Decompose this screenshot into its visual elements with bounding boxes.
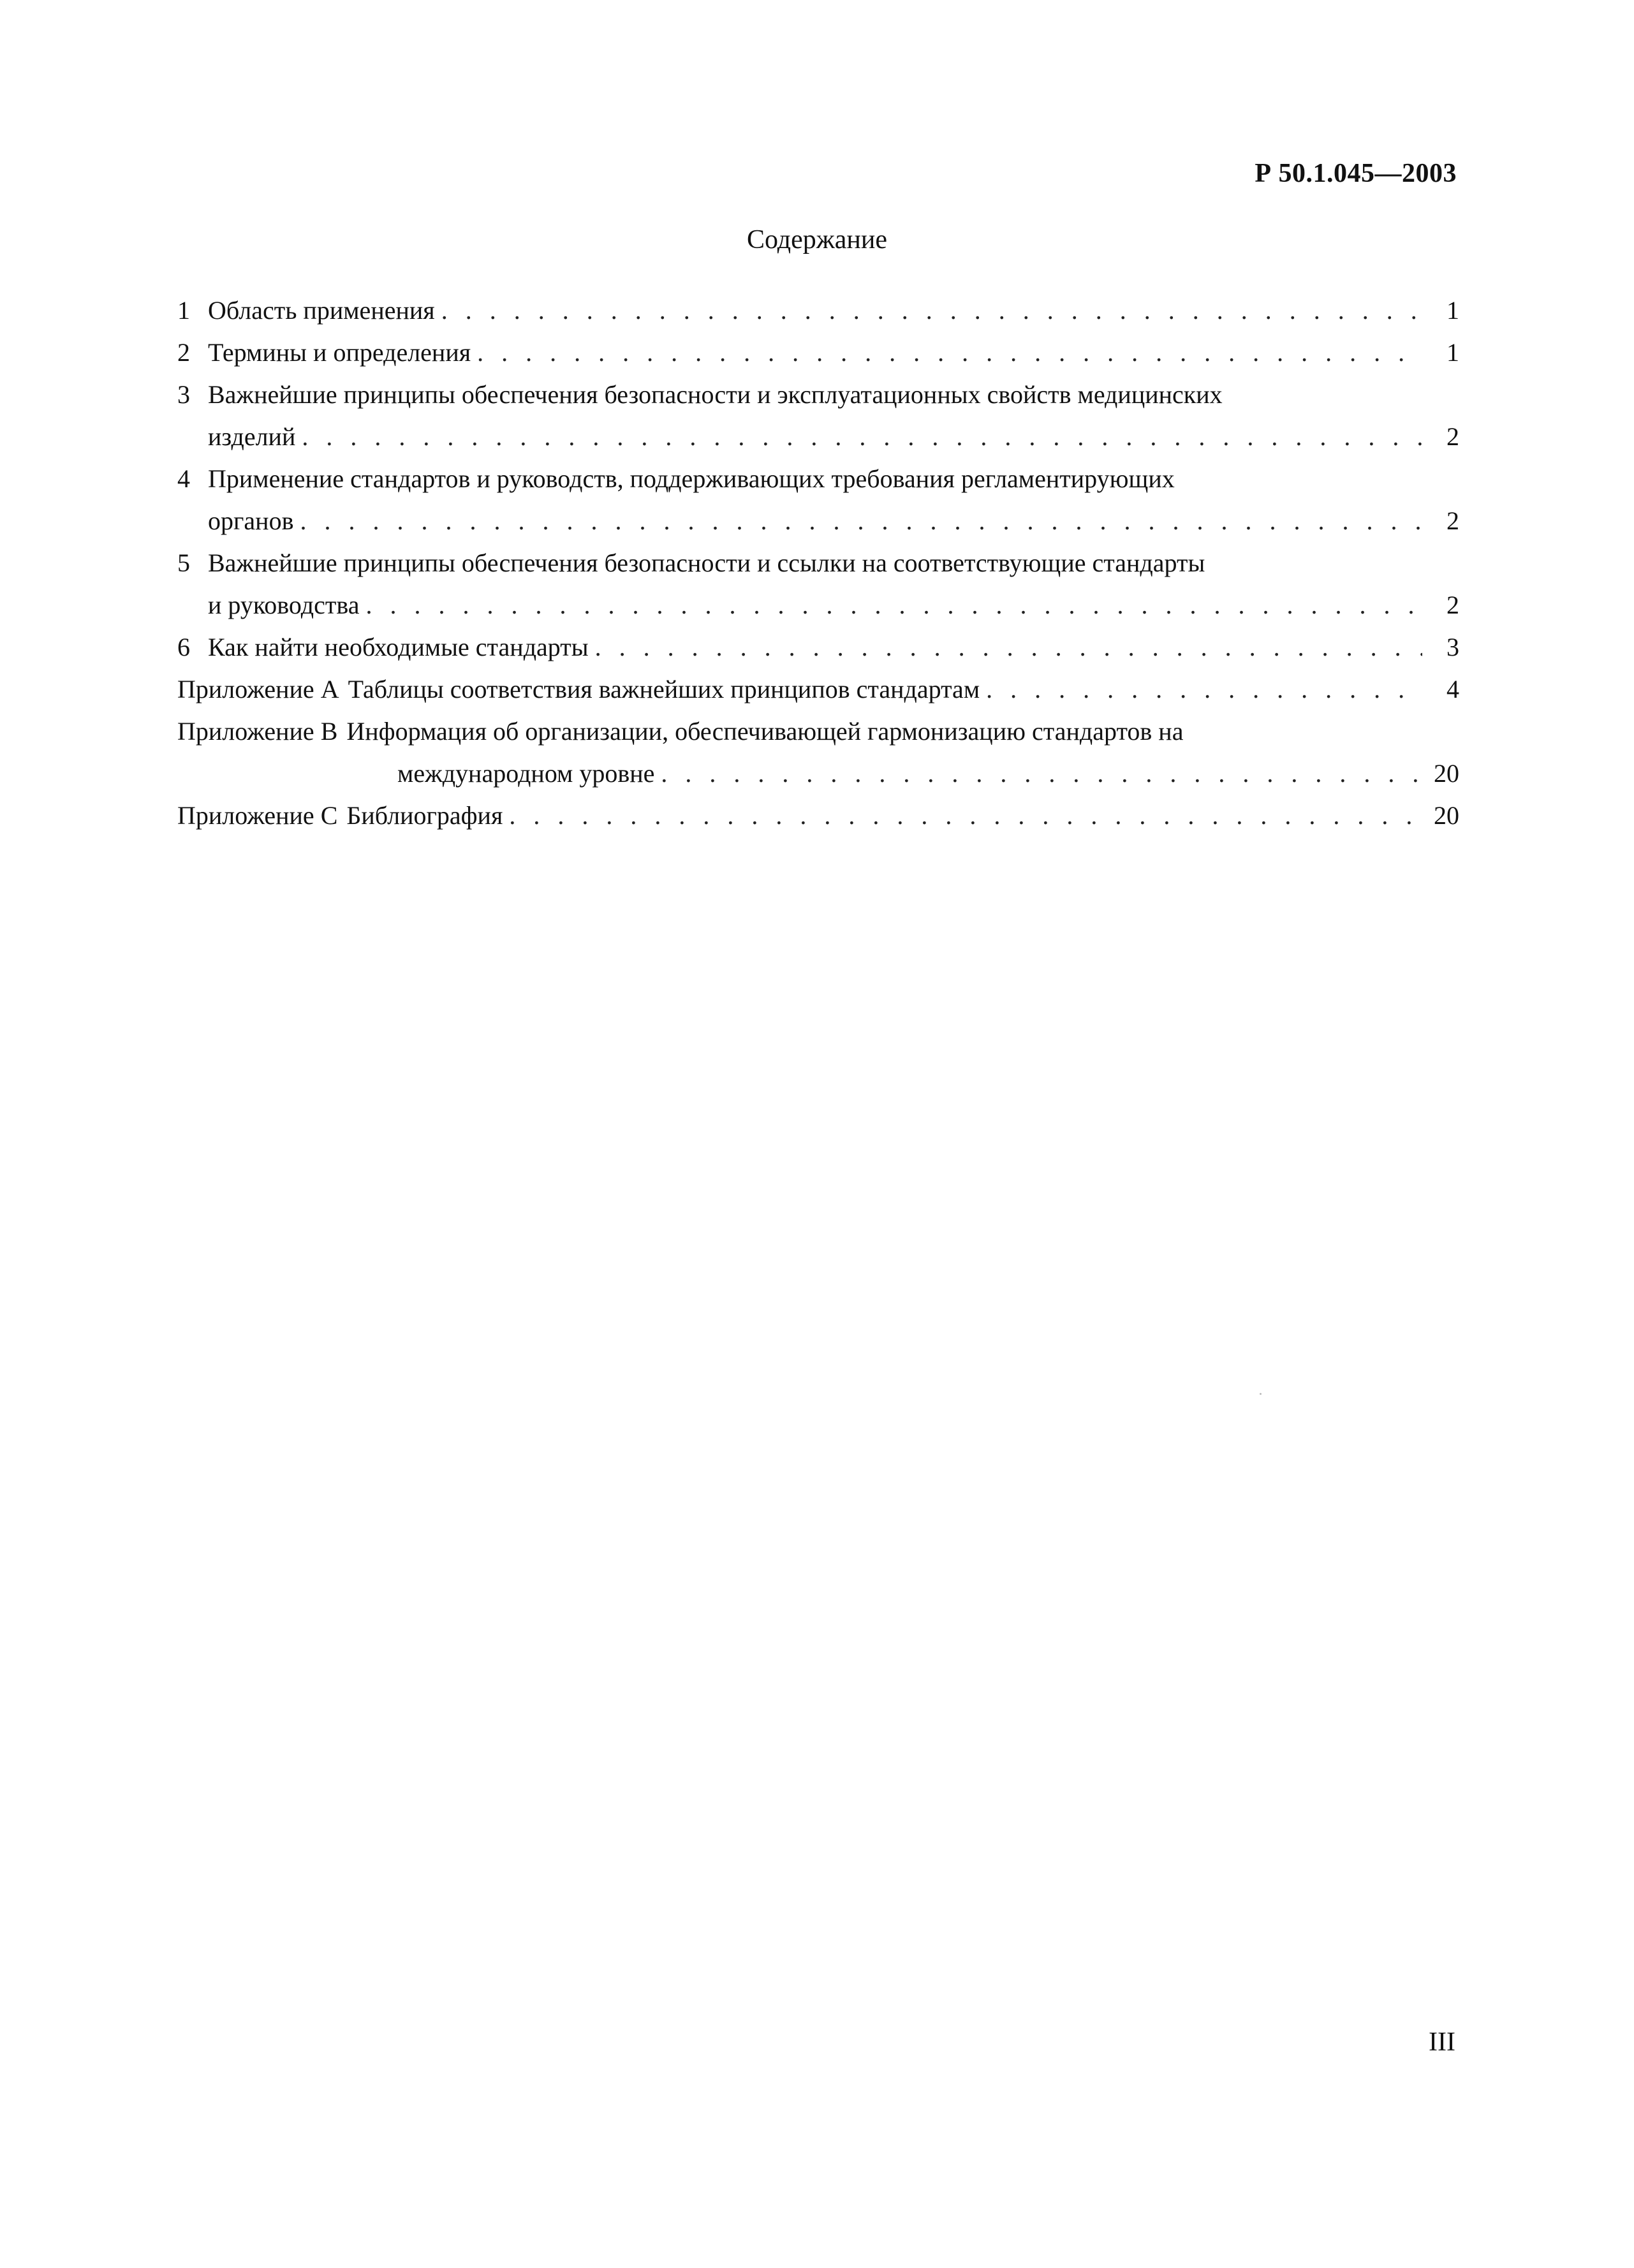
toc-entry-appendix-c[interactable] xyxy=(177,795,1459,837)
toc-leader-dots xyxy=(661,753,1422,795)
toc-leader-dots xyxy=(441,290,1422,332)
toc-appendix-label: Приложение А xyxy=(177,675,339,703)
toc-appendix-label: Приложение С xyxy=(177,801,338,830)
toc-entry-appendix-b[interactable] xyxy=(177,711,1459,753)
toc-entry-page: 2 xyxy=(1446,506,1459,535)
toc-entry-3[interactable] xyxy=(177,374,1459,416)
toc-entry-5[interactable] xyxy=(177,542,1459,584)
toc-entry-number: 4 xyxy=(177,464,190,493)
toc-entry-title-continuation: органов xyxy=(208,506,294,535)
document-code: Р 50.1.045—2003 xyxy=(1255,159,1457,188)
toc-entry-6[interactable] xyxy=(177,626,1459,668)
toc-appendix-label: Приложение В xyxy=(177,717,338,746)
toc-entry-page: 3 xyxy=(1446,633,1459,661)
toc-entry-title-continuation: и руководства xyxy=(208,591,360,619)
toc-entry-2[interactable] xyxy=(177,332,1459,374)
toc-entry-title: Информация об организации, обеспечивающей гармонизацию стандартов на xyxy=(346,717,1184,746)
toc-entry-number: 5 xyxy=(177,549,190,577)
toc-entry-number: 6 xyxy=(177,633,190,661)
toc-entry-page: 1 xyxy=(1446,296,1459,325)
toc-entry-page: 2 xyxy=(1446,422,1459,451)
toc-entry-title: Библиография xyxy=(346,801,503,830)
toc-leader-dots xyxy=(302,416,1422,458)
toc-entry-number: 3 xyxy=(177,380,190,409)
toc-entry-appendix-a[interactable] xyxy=(177,668,1459,711)
toc-title: Содержание xyxy=(746,225,888,254)
table-of-contents xyxy=(177,290,1459,837)
toc-entry-title-continuation: изделий xyxy=(208,422,296,451)
toc-entry-page: 20 xyxy=(1434,801,1459,830)
toc-entry-title-continuation: международном уровне xyxy=(397,759,655,788)
toc-entry-page: 20 xyxy=(1434,759,1459,788)
toc-leader-dots xyxy=(509,795,1422,837)
toc-entry-title: Важнейшие принципы обеспечения безопасности и ссылки на соответствующие стандарты xyxy=(208,549,1205,577)
toc-entry-title: Область применения xyxy=(208,296,435,325)
toc-entry-4[interactable] xyxy=(177,458,1459,500)
toc-entry-1[interactable] xyxy=(177,290,1459,332)
toc-leader-dots xyxy=(595,626,1422,668)
toc-entry-title: Термины и определения xyxy=(208,338,471,367)
toc-entry-number: 2 xyxy=(177,338,190,367)
toc-leader-dots xyxy=(300,500,1422,542)
toc-entry-5-continuation[interactable] xyxy=(177,584,1459,626)
toc-entry-title: Таблицы соответствия важнейших принципов стандартам xyxy=(348,675,980,703)
toc-entry-title: Применение стандартов и руководств, поддерживающих требования регламентирующих xyxy=(208,464,1175,493)
toc-entry-page: 1 xyxy=(1446,338,1459,367)
toc-entry-number: 1 xyxy=(177,296,190,325)
page-number: III xyxy=(1429,2028,1455,2057)
toc-entry-3-continuation[interactable] xyxy=(177,416,1459,458)
toc-entry-appendix-b-continuation[interactable] xyxy=(177,753,1459,795)
toc-entry-page: 2 xyxy=(1446,591,1459,619)
toc-entry-4-continuation[interactable] xyxy=(177,500,1459,542)
toc-leader-dots xyxy=(477,332,1422,374)
toc-leader-dots xyxy=(365,584,1422,626)
toc-entry-title: Важнейшие принципы обеспечения безопасности и эксплуатационных свойств медицинских xyxy=(208,380,1223,409)
toc-entry-title: Как найти необходимые стандарты xyxy=(208,633,589,661)
scan-artifact xyxy=(1260,1393,1262,1395)
toc-leader-dots xyxy=(986,668,1422,711)
toc-entry-page: 4 xyxy=(1446,675,1459,703)
